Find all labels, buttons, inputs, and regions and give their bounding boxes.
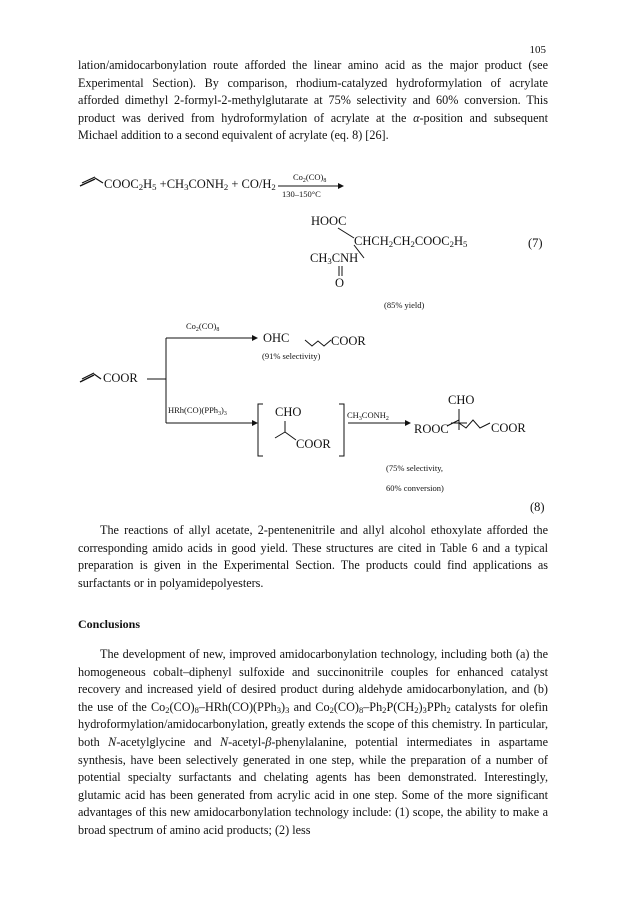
vinyl-bond-8c bbox=[94, 374, 101, 379]
eq7-product-chain: $CHCH_2CH_2COOC_2H_5$ bbox=[354, 234, 468, 249]
paragraph-amido-acids: The reactions of allyl acetate, 2-pentenenitrile and allyl alcohol ethoxylate afforded the corresponding amido acids in good yield. These structures are cited in Table 6 and a typical preparation is given in the Experimental Section. The products could find applications as surfactants or in polyamidepolyesters. bbox=[78, 523, 548, 590]
chain-top bbox=[305, 340, 331, 346]
eq8-conversion-bottom: 60% conversion) bbox=[386, 483, 444, 493]
eq8-product-cho: CHO bbox=[448, 393, 475, 407]
eq7-number: (7) bbox=[528, 236, 543, 250]
eq8-product-top-right: COOR bbox=[331, 334, 366, 348]
eq7-hooc: HOOC bbox=[311, 214, 347, 228]
int-bond-right bbox=[285, 432, 296, 440]
eq8-intermediate-coor: COOR bbox=[296, 437, 331, 451]
eq8-product-left: ROOC bbox=[414, 422, 449, 436]
eq8-number: (8) bbox=[530, 500, 545, 514]
eq7-conditions: 130–150°C bbox=[282, 189, 321, 199]
eq8-reagent: $CH_3CONH_2$ bbox=[347, 410, 389, 422]
section-heading-conclusions: Conclusions bbox=[78, 617, 141, 631]
prod-chain bbox=[459, 420, 490, 428]
eq8-selectivity-bottom: (75% selectivity, bbox=[386, 463, 444, 473]
eq8-catalyst-top: $Co_2(CO)_8$ bbox=[186, 321, 220, 333]
eq7-oxygen: O bbox=[335, 276, 345, 290]
arrow-amide-head bbox=[405, 420, 411, 426]
eq8-start: COOR bbox=[103, 371, 138, 385]
paragraph-acrylate: lation/amidocarbonylation route afforded the linear amino acid as the major product (see Experimental Section). By comparison, rhodium-catalyzed hydroformylation of acrylate afforded dimethyl 2-formyl-2-methylglutarate at 75% selectivity and 60% conversion. This product was derived from hydroformylation of acrylate at the α-position and subsequent Michael addition to a second equivalent of acrylate (eq. 8) [26]. bbox=[78, 58, 548, 143]
eq7-acyl: $CH_3CNH$ bbox=[310, 251, 359, 266]
eq7-yield: (85% yield) bbox=[384, 300, 425, 310]
eq8-catalyst-bottom: $HRh(CO)(PPh_3)_3$ bbox=[168, 405, 227, 417]
arrow-top-head bbox=[252, 335, 258, 341]
bracket-left bbox=[258, 404, 263, 456]
eq8-product-top-left: OHC bbox=[263, 331, 290, 345]
eq7-catalyst: $Co_2(CO)_8$ bbox=[293, 172, 327, 184]
eq8-intermediate-cho: CHO bbox=[275, 405, 302, 419]
arrow-bottom-head bbox=[252, 420, 258, 426]
eq8-product-right: COOR bbox=[491, 421, 526, 435]
eq7-reactants: $COOC_2H_5$ $+CH_3CONH_2 + CO/H_2$ bbox=[104, 177, 276, 192]
bracket-right bbox=[339, 404, 344, 456]
int-bond-left bbox=[275, 432, 285, 438]
paragraph-conclusions: The development of new, improved amidocarbonylation technology, including both (a) the homogeneous cobalt–diphenyl sulfoxide and succinonitrile couples for enhanced catalyst recovery and increased yield of desired product during aldehyde amidocarbonylation, and (b) the use of the $Co_2(CO)_8-HRh(CO)(PPh_3)_3$ and $Co_2(CO)_8-Ph_2P(CH_2)_3PPh_2$ catalysts for olefin hydroformylation/amidocarbonylation, greatly extends the scope of this chemistry. In particular, both N-acetylglycine and N-acetyl-β-phenylalanine, potential intermediates in aspartame synthesis, have been selectively generated in one step, while the preparation of a number of potential specialty surfactants and chelating agents has been demonstrated. Interestingly, glutamic acid has been generated from acrylic acid in one step. Some of the more significant advantages of this new amidocarbonylation technology include: (1) scope, the ability to make a broad spectrum of amino acid products; (2) less bbox=[78, 647, 549, 837]
page-number: 105 bbox=[529, 44, 546, 56]
eq8-selectivity-top: (91% selectivity) bbox=[262, 351, 321, 361]
